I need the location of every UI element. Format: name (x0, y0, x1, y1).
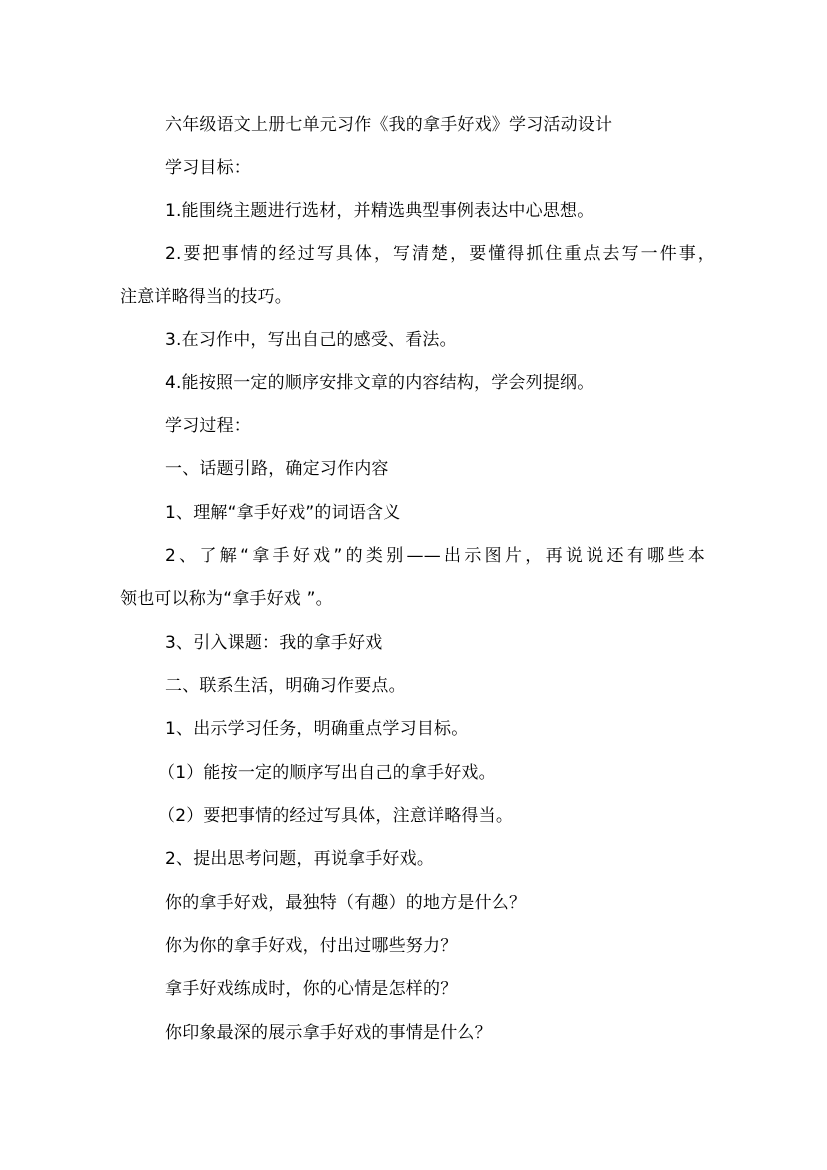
item-1-2-line-2: 领也可以称为“拿手好戏 ”。 (120, 589, 333, 609)
question-4: 你印象最深的展示拿手好戏的事情是什么？ (165, 1023, 492, 1043)
question-1: 你的拿手好戏，最独特（有趣）的地方是什么？ (165, 893, 527, 913)
goal-4: 4.能按照一定的顺序安排文章的内容结构，学会列提纲。 (165, 373, 595, 393)
item-1-3: 3、引入课题：我的拿手好戏 (165, 633, 383, 653)
goal-3: 3.在习作中，写出自己的感受、看法。 (165, 330, 457, 350)
item-1-1: 1、理解“拿手好戏”的词语含义 (165, 503, 401, 523)
section-1-heading: 一、话题引路，确定习作内容 (165, 459, 389, 479)
question-2: 你为你的拿手好戏，付出过哪些努力？ (165, 936, 458, 956)
process-heading: 学习过程： (165, 416, 251, 436)
goal-1: 1.能围绕主题进行选材，并精选典型事例表达中心思想。 (165, 201, 595, 221)
goal-2-line-1: 2.要把事情的经过写具体，写清楚，要懂得抓住重点去写一件事， (165, 244, 715, 264)
sub-item-2: （2）要把事情的经过写具体，注意详略得当。 (158, 806, 514, 826)
item-1-2-line-1: 2、了解“拿手好戏”的类别——出示图片，再说说还有哪些本 (165, 546, 705, 566)
section-2-heading: 二、联系生活，明确习作要点。 (165, 676, 406, 696)
item-2-1: 1、出示学习任务，明确重点学习目标。 (165, 719, 469, 739)
document-title: 六年级语文上册七单元习作《我的拿手好戏》学习活动设计 (165, 115, 613, 135)
goals-heading: 学习目标： (165, 158, 251, 178)
question-3: 拿手好戏练成时，你的心情是怎样的？ (165, 979, 458, 999)
item-2-2: 2、提出思考问题，再说拿手好戏。 (165, 849, 435, 869)
goal-2-line-2: 注意详略得当的技巧。 (120, 287, 292, 307)
sub-item-1: （1）能按一定的顺序写出自己的拿手好戏。 (158, 763, 496, 783)
